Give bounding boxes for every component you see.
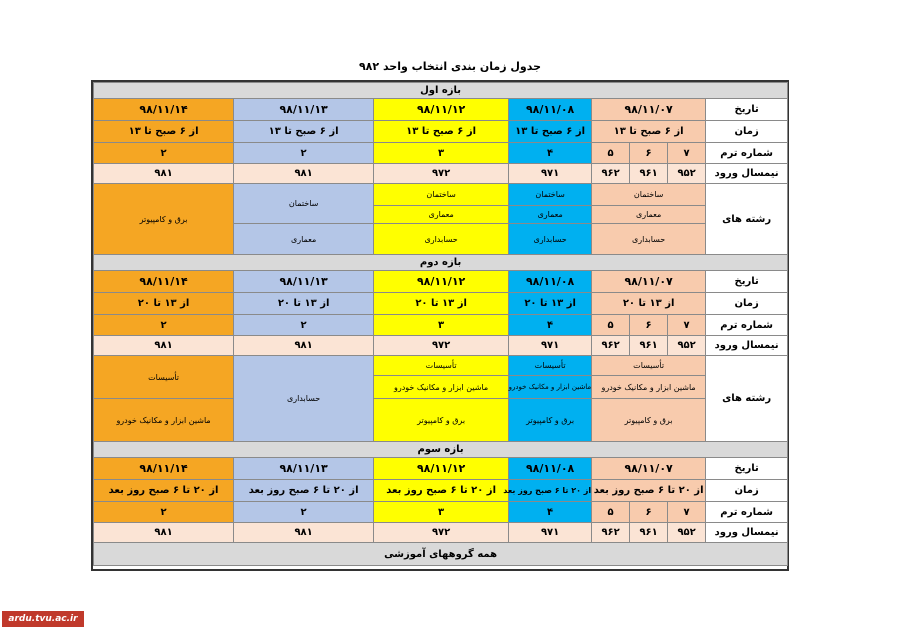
date-cell: ۹۸/۱۱/۰۸ (509, 99, 592, 121)
time-label: زمان (706, 293, 788, 315)
term-cell: ۳ (374, 143, 509, 164)
period-2-header-row (94, 255, 788, 271)
term-row (94, 315, 788, 336)
date-cell: ۹۸/۱۱/۱۴ (94, 99, 234, 121)
all-groups-cell: همه گروههای آموزشی (94, 543, 788, 566)
time-cell: از ۱۳ تا ۲۰ (509, 293, 592, 315)
term-cell: ۷ (668, 143, 706, 164)
field-cell: برق و کامپیوتر (374, 399, 509, 442)
date-cell: ۹۸/۱۱/۱۲ (374, 458, 509, 480)
entry-cell: ۹۵۲ (668, 164, 706, 184)
term-cell: ۲ (94, 502, 234, 523)
page-title: جدول زمان بندی انتخاب واحد ۹۸۲ (358, 60, 542, 73)
date-cell: ۹۸/۱۱/۱۲ (374, 99, 509, 121)
term-cell: ۴ (509, 143, 592, 164)
field-cell: تأسیسات (509, 356, 592, 376)
time-row (94, 293, 788, 315)
term-row (94, 143, 788, 164)
fields-label: رشته های (706, 356, 788, 442)
term-cell: ۶ (630, 315, 668, 336)
time-row (94, 480, 788, 502)
fields-label: رشته های (706, 184, 788, 255)
period-header: بازه سوم (94, 442, 788, 458)
fields-row (94, 184, 788, 206)
field-cell: معماری (509, 206, 592, 224)
term-label: شماره ترم (706, 502, 788, 523)
entry-cell: ۹۷۱ (509, 336, 592, 356)
field-cell: ماشین ابزار و مکانیک خودرو (592, 376, 706, 399)
entry-cell: ۹۷۱ (509, 164, 592, 184)
schedule-table (93, 82, 788, 566)
entry-cell: ۹۸۱ (234, 336, 374, 356)
term-cell: ۲ (234, 502, 374, 523)
entry-cell: ۹۷۲ (374, 523, 509, 543)
term-cell: ۴ (509, 315, 592, 336)
time-cell: از ۲۰ تا ۶ صبح روز بعد (509, 480, 592, 502)
date-cell: ۹۸/۱۱/۱۳ (234, 99, 374, 121)
field-cell: ساختمان (592, 184, 706, 206)
term-cell: ۲ (94, 143, 234, 164)
fields-row (94, 399, 788, 442)
date-row (94, 271, 788, 293)
date-label: تاریخ (706, 99, 788, 121)
field-cell: حسابداری (374, 224, 509, 255)
time-cell: از ۶ صبح تا ۱۳ (509, 121, 592, 143)
date-cell: ۹۸/۱۱/۰۷ (592, 458, 706, 480)
time-row (94, 121, 788, 143)
site-watermark: ardu.tvu.ac.ir (2, 611, 84, 627)
entry-cell: ۹۵۲ (668, 336, 706, 356)
time-cell: از ۱۳ تا ۲۰ (94, 293, 234, 315)
date-cell: ۹۸/۱۱/۰۸ (509, 458, 592, 480)
date-label: تاریخ (706, 458, 788, 480)
entry-cell: ۹۸۱ (94, 336, 234, 356)
term-cell: ۳ (374, 315, 509, 336)
all-groups-row (94, 543, 788, 566)
entry-cell: ۹۸۱ (234, 164, 374, 184)
entry-cell: ۹۵۲ (668, 523, 706, 543)
date-row (94, 458, 788, 480)
date-cell: ۹۸/۱۱/۱۴ (94, 458, 234, 480)
time-cell: از ۱۳ تا ۲۰ (374, 293, 509, 315)
term-cell: ۵ (592, 502, 630, 523)
time-cell: از ۲۰ تا ۶ صبح روز بعد (234, 480, 374, 502)
date-cell: ۹۸/۱۱/۱۳ (234, 458, 374, 480)
entry-cell: ۹۶۱ (630, 164, 668, 184)
date-cell: ۹۸/۱۱/۰۷ (592, 271, 706, 293)
field-cell: حسابداری (592, 224, 706, 255)
entry-cell: ۹۷۲ (374, 336, 509, 356)
entry-cell: ۹۶۲ (592, 523, 630, 543)
entry-label: نیمسال ورود (706, 336, 788, 356)
term-cell: ۷ (668, 502, 706, 523)
entry-label: نیمسال ورود (706, 523, 788, 543)
fields-row (94, 356, 788, 376)
field-cell: معماری (234, 224, 374, 255)
entry-cell: ۹۶۱ (630, 336, 668, 356)
field-cell: ماشین ابزار و مکانیک خودرو (509, 376, 592, 399)
date-cell: ۹۸/۱۱/۱۲ (374, 271, 509, 293)
time-cell: از ۲۰ تا ۶ صبح روز بعد (94, 480, 234, 502)
term-label: شماره ترم (706, 315, 788, 336)
period-header: بازه دوم (94, 255, 788, 271)
time-label: زمان (706, 121, 788, 143)
field-cell: ساختمان (374, 184, 509, 206)
field-cell: ساختمان (509, 184, 592, 206)
term-cell: ۶ (630, 502, 668, 523)
field-cell: تأسیسات (592, 356, 706, 376)
field-cell: معماری (592, 206, 706, 224)
term-cell: ۲ (234, 143, 374, 164)
time-cell: از ۶ صبح تا ۱۳ (94, 121, 234, 143)
entry-cell: ۹۷۲ (374, 164, 509, 184)
entry-cell: ۹۶۲ (592, 164, 630, 184)
date-cell: ۹۸/۱۱/۰۸ (509, 271, 592, 293)
term-cell: ۴ (509, 502, 592, 523)
time-label: زمان (706, 480, 788, 502)
date-cell: ۹۸/۱۱/۱۳ (234, 271, 374, 293)
field-cell: حسابداری (509, 224, 592, 255)
field-cell: برق و کامپیوتر (509, 399, 592, 442)
field-cell: تأسیسات (374, 356, 509, 376)
time-cell: از ۱۳ تا ۲۰ (234, 293, 374, 315)
entry-row (94, 164, 788, 184)
field-cell: برق و کامپیوتر (592, 399, 706, 442)
entry-cell: ۹۸۱ (94, 523, 234, 543)
entry-row (94, 523, 788, 543)
period-1-header-row (94, 83, 788, 99)
entry-row (94, 336, 788, 356)
term-cell: ۷ (668, 315, 706, 336)
field-cell: ماشین ابزار و مکانیک خودرو (374, 376, 509, 399)
entry-cell: ۹۶۱ (630, 523, 668, 543)
entry-cell: ۹۷۱ (509, 523, 592, 543)
entry-cell: ۹۸۱ (234, 523, 374, 543)
field-cell: ماشین ابزار و مکانیک خودرو (94, 399, 234, 442)
term-cell: ۲ (234, 315, 374, 336)
time-cell: از ۶ صبح تا ۱۳ (592, 121, 706, 143)
entry-cell: ۹۶۲ (592, 336, 630, 356)
date-cell: ۹۸/۱۱/۰۷ (592, 99, 706, 121)
period-header: بازه اول (94, 83, 788, 99)
date-cell: ۹۸/۱۱/۱۴ (94, 271, 234, 293)
term-cell: ۶ (630, 143, 668, 164)
term-cell: ۳ (374, 502, 509, 523)
entry-label: نیمسال ورود (706, 164, 788, 184)
term-row (94, 502, 788, 523)
time-cell: از ۱۳ تا ۲۰ (592, 293, 706, 315)
schedule-sheet (91, 80, 789, 571)
term-cell: ۵ (592, 315, 630, 336)
term-cell: ۲ (94, 315, 234, 336)
field-cell: معماری (374, 206, 509, 224)
term-label: شماره ترم (706, 143, 788, 164)
date-row (94, 99, 788, 121)
entry-cell: ۹۸۱ (94, 164, 234, 184)
time-cell: از ۲۰ تا ۶ صبح روز بعد (374, 480, 509, 502)
field-cell: تأسیسات (94, 356, 234, 399)
time-cell: از ۶ صبح تا ۱۳ (374, 121, 509, 143)
field-cell: حسابداری (234, 356, 374, 442)
date-label: تاریخ (706, 271, 788, 293)
field-cell: ساختمان (234, 184, 374, 224)
period-3-header-row (94, 442, 788, 458)
time-cell: از ۲۰ تا ۶ صبح روز بعد (592, 480, 706, 502)
term-cell: ۵ (592, 143, 630, 164)
field-cell: برق و کامپیوتر (94, 184, 234, 255)
time-cell: از ۶ صبح تا ۱۳ (234, 121, 374, 143)
